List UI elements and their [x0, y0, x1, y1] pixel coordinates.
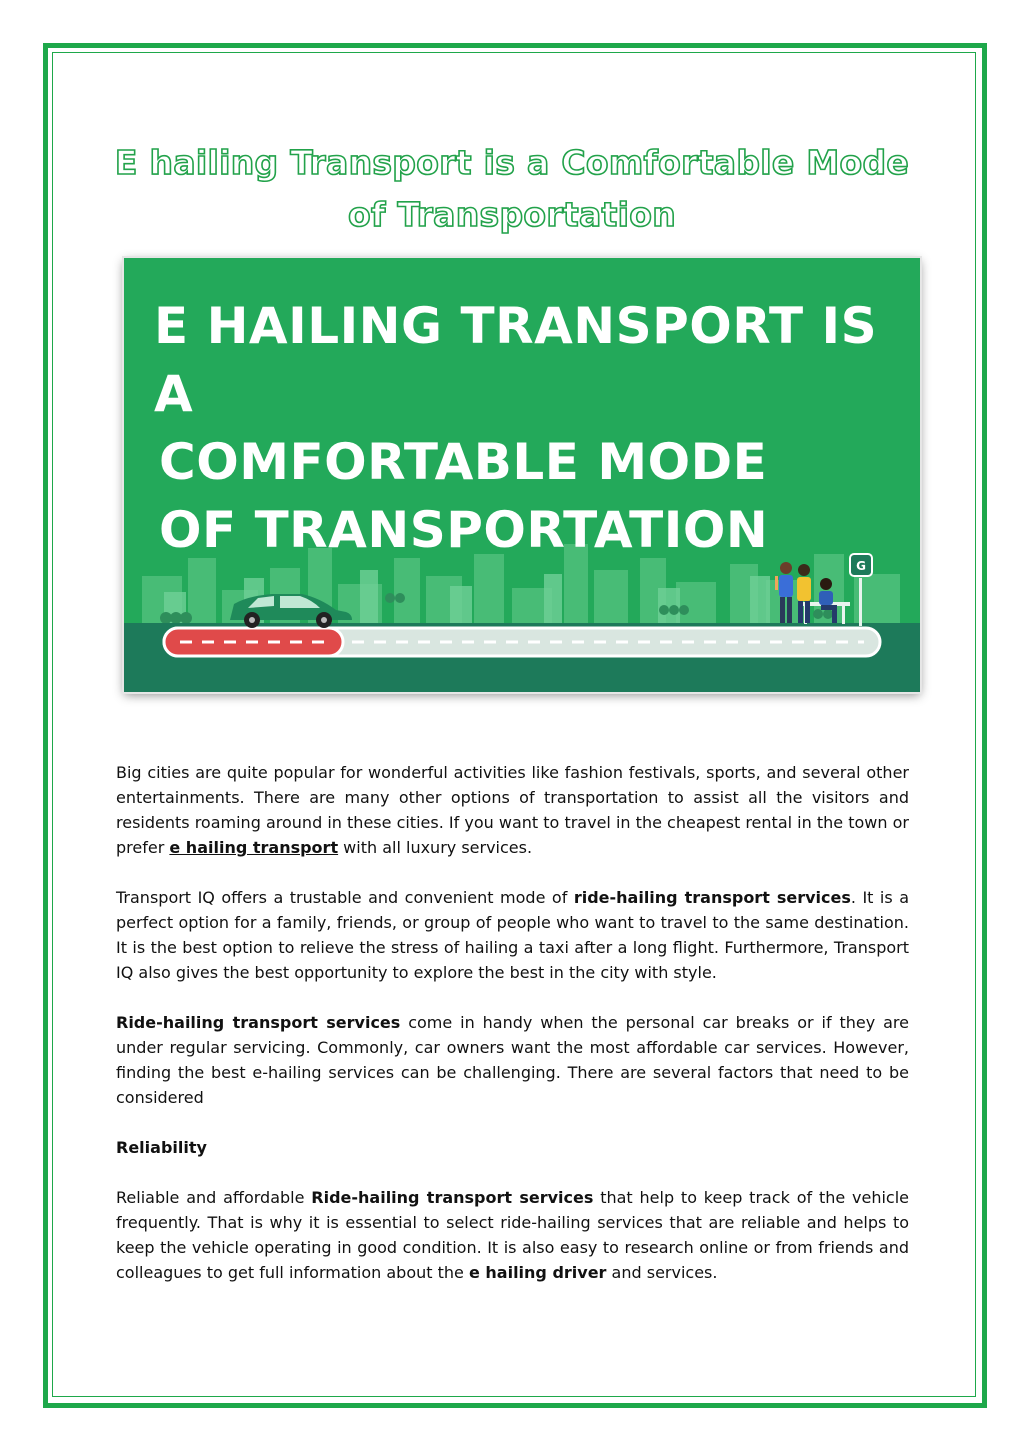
- paragraph-transport-iq: [116, 885, 909, 985]
- stop-sign-letter: G: [856, 559, 866, 573]
- text-run: Reliable and affordable: [116, 1188, 312, 1207]
- text-run: Big cities are quite popular for wonderful activities like fashion festivals, sports, and several other entertainments. There are many other options of transportation to assist all the visitors and residents roaming around in these cities. If you want to travel in the cheapest rental in the town or prefer: [116, 763, 909, 857]
- e-hailing-transport-link[interactable]: e hailing transport: [169, 838, 339, 857]
- banner-headline-line: E HAILING TRANSPORT IS A: [154, 297, 878, 423]
- bold-phrase: ride-hailing transport services: [573, 888, 851, 907]
- article-body: [116, 760, 909, 1310]
- text-run: and services.: [606, 1263, 718, 1282]
- text-run: . It is a perfect option for a family, friends, or group of people who want to travel to the same destination. It is the best option to relieve the stress of hailing a taxi after a long flight. Furthermore, Transport IQ also gives the best opportunity to explore the best in the city with style.: [116, 888, 909, 982]
- banner-headline: [154, 292, 894, 564]
- banner-headline-line: OF TRANSPORTATION: [159, 501, 769, 559]
- section-heading-reliability: Reliability: [116, 1138, 207, 1157]
- paragraph-reliability: [116, 1185, 909, 1285]
- banner-headline-line: COMFORTABLE MODE: [159, 433, 768, 491]
- text-run: come in handy when the personal car breaks or if they are under regular servicing. Commonly, car owners want the most affordable car services. However, finding the best e-hailing services can be challenging. There are several factors that need to be considered: [116, 1013, 910, 1107]
- bold-phrase: e hailing driver: [468, 1263, 607, 1282]
- bold-phrase: Ride-hailing transport services: [116, 1013, 401, 1032]
- paragraph-intro: [116, 760, 909, 860]
- text-run: Transport IQ offers a trustable and convenient mode of: [116, 888, 574, 907]
- paragraph-ride-hailing: [116, 1010, 909, 1110]
- hero-banner-image: [124, 258, 920, 692]
- text-run: with all luxury services.: [338, 838, 533, 857]
- document-title: E hailing Transport is a Comfortable Mode of Transportation: [114, 143, 910, 234]
- bold-phrase: Ride-hailing transport services: [311, 1188, 594, 1207]
- text-run: that help to keep track of the vehicle frequently. That is why it is essential to select ride-hailing services that are reliable and helps to keep the vehicle operating in good condition. It is also easy to research online or from friends and colleagues to get full information about the: [116, 1188, 910, 1282]
